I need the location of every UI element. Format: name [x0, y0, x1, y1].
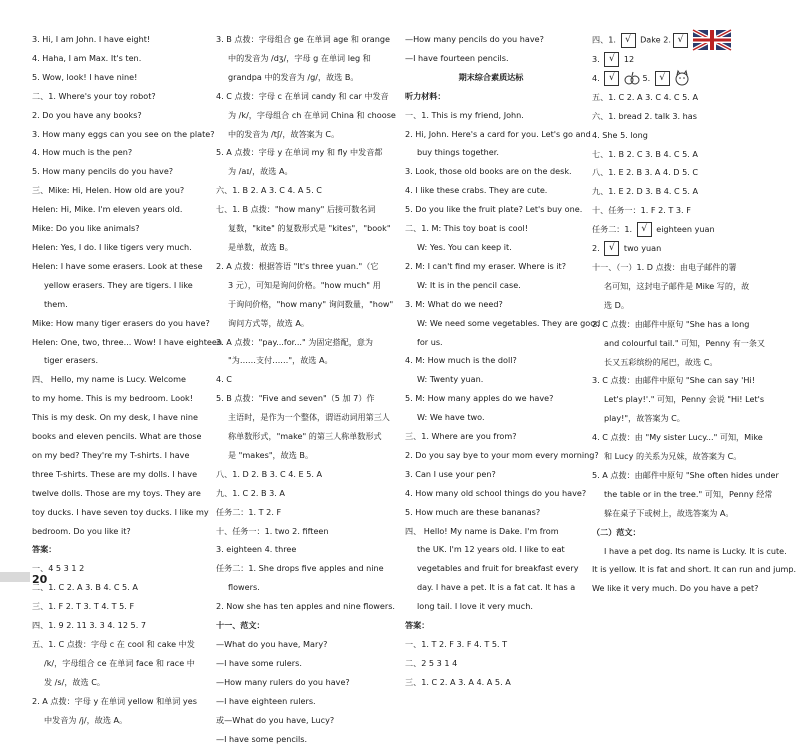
text-line: 答案： — [405, 620, 430, 631]
text-line: 一、1. This is my friend, John. — [405, 109, 524, 120]
text-line: the table or in the tree." 可知，Penny 经常 — [604, 488, 773, 499]
text-line: 中发音为 /j/，故选 A。 — [44, 714, 128, 725]
text-line: 三、1. Where are you from? — [405, 431, 517, 442]
text-line: yellow erasers. They are tigers. I like — [44, 279, 193, 290]
text-line: 四、 Hello! My name is Dake. I'm from — [405, 525, 559, 536]
text-line: —I have fourteen pencils. — [405, 52, 509, 63]
text-line: Mike: How many tiger erasers do you have? — [32, 317, 210, 328]
text-line: 五、1. C 2. A 3. C 4. C 5. A — [592, 91, 698, 102]
text-line: 选 D。 — [604, 299, 629, 310]
text-line: 或—What do you have, Lucy? — [216, 714, 335, 725]
text-line: 4. Haha, I am Max. It's ten. — [32, 52, 142, 63]
text-line: 十一、（一）1. D 点拨：由电子邮件的署 — [592, 261, 737, 272]
text-line: 答案： — [32, 544, 57, 555]
fruit-icon — [624, 70, 640, 86]
text-line: W: It is in the pencil case. — [417, 279, 521, 290]
text-line: 是单数，故选 B。 — [228, 241, 293, 252]
text-line: 九、1. E 2. D 3. B 4. C 5. A — [592, 186, 699, 197]
text-line: We like it very much. Do you have a pet? — [592, 583, 759, 594]
text-line: Let's play!'." 可知，Penny 会说 "Hi! Let's — [604, 394, 765, 405]
text-line: 4. She 5. long — [592, 129, 648, 140]
text-line: 复数，"kite" 的复数形式是 "kites"，"book" — [228, 223, 391, 234]
text-line: 3 元），可知是询问价格。"how much" 用 — [228, 279, 381, 290]
text-line: 3. Hi, I am John. I have eight! — [32, 34, 151, 44]
text-line: 3. C 点拨：由邮件中原句 "She can say 'Hi! — [592, 375, 755, 386]
text-line: 于询问价格，"how many" 询问数量，"how" — [228, 298, 394, 309]
text-line: 2. C 点拨：由邮件中原句 "She has a long — [592, 318, 750, 329]
text-line: 3. Can I use your pen? — [405, 468, 496, 479]
text-line: 八、1. D 2. B 3. C 4. E 5. A — [216, 468, 323, 479]
text-line: day. I have a pet. It is a fat cat. It has a — [417, 582, 576, 593]
text-line: I have a pet dog. Its name is Lucky. It is cute. — [604, 545, 787, 556]
text-line: —How many rulers do you have? — [216, 676, 350, 687]
text-line: —I have eighteen rulers. — [216, 695, 316, 706]
text-line: 2. A 点拨：字母 y 在单词 yellow 和单词 yes — [32, 695, 197, 706]
checkbox-mark: √ — [637, 222, 652, 237]
text-line: them. — [44, 298, 68, 309]
text-line: 七、1. B 点拨："how many" 后接可数名词 — [216, 204, 376, 215]
text-line: long tail. I love it very much. — [417, 601, 533, 612]
text-line: 八、1. E 2. B 3. A 4. D 5. C — [592, 167, 699, 178]
text-line: 5. How many pencils do you have? — [32, 166, 174, 177]
text-line: 5. B 点拨："Five and seven"（5 加 7）作 — [216, 393, 375, 404]
text-line: 为 /aɪ/，故选 A。 — [228, 166, 293, 177]
text-line: 三、1. F 2. T 3. T 4. T 5. F — [32, 601, 135, 612]
page-number-bar — [0, 572, 30, 582]
checkbox-mark: √ — [604, 52, 619, 67]
text-line: Helen: One, two, three... Wow! I have eighteen — [32, 336, 223, 347]
uk-flag-icon — [693, 30, 731, 50]
text-line: This is my desk. On my desk, I have nine — [32, 412, 198, 423]
text-line: 三、Mike: Hi, Helen. How old are you? — [32, 185, 185, 196]
text-line: 九、1. C 2. B 3. A — [216, 487, 285, 498]
text-line: 中的发音为 /dʒ/，字母 g 在单词 leg 和 — [228, 52, 371, 63]
text-line: "为……支付……"，故选 A。 — [228, 355, 333, 366]
text-line: on my bed? They're my T-shirts. I have — [32, 449, 190, 460]
task2-row-1: 任务二：1. √ eighteen yuan — [592, 220, 770, 239]
section-heading: 期末综合素质达标 — [458, 71, 524, 82]
text-line: 四、1. 9 2. 11 3. 3 4. 12 5. 7 — [32, 620, 147, 631]
text-line: 2. Do you say bye to your mom every morning? — [405, 449, 599, 460]
text-line: 4. How much is the pen? — [32, 147, 133, 158]
text-line: 2. A 点拨：根据答语 "It's three yuan."（它 — [216, 260, 379, 271]
column-3 — [405, 30, 601, 692]
text-line: Helen: I have some erasers. Look at these — [32, 260, 203, 271]
text-line: the UK. I'm 12 years old. I like to eat — [417, 544, 565, 555]
text-line: 3. eighteen 4. three — [216, 544, 297, 555]
text-line: 发 /s/，故选 C。 — [44, 676, 105, 687]
text-line: flowers. — [228, 582, 260, 593]
text-line: 十、任务一：1. F 2. T 3. F — [592, 205, 691, 216]
text-line: 5. A 点拨：由邮件中原句 "She often hides under — [592, 469, 779, 480]
checkbox-mark: √ — [604, 71, 619, 86]
text-line: vegetables and fruit for breakfast every — [417, 563, 579, 574]
checkbox-mark: √ — [655, 71, 670, 86]
text-line: 三、1. C 2. A 3. A 4. A 5. A — [405, 676, 511, 687]
text-line: 十、任务一：1. two 2. fifteen — [216, 525, 329, 536]
text-line: 询问方式等，故选 A。 — [228, 317, 309, 328]
text-line: /k/，字母组合 ce 在单词 face 和 race 中 — [44, 657, 195, 668]
text-line: 和 Lucy 的关系为兄妹，故答案为 C。 — [604, 451, 742, 462]
text-line: Helen: Hi, Mike. I'm eleven years old. — [32, 204, 183, 215]
text-line: grandpa 中的发音为 /g/，故选 B。 — [228, 71, 359, 82]
text-line: 5. A 点拨：字母 y 在单词 my 和 fly 中发音都 — [216, 147, 383, 158]
text-line: It is yellow. It is fat and short. It can run and jump. — [592, 564, 797, 575]
text-line: three T-shirts. These are my dolls. I have — [32, 468, 198, 479]
text-line: 二、1. Where's your toy robot? — [32, 90, 156, 101]
text-line: 5. How much are these bananas? — [405, 506, 541, 517]
column-2 — [216, 30, 396, 748]
text-line: tiger erasers. — [44, 355, 99, 366]
text-line: 2. Hi, John. Here's a card for you. Let's go and — [405, 128, 591, 139]
text-line: 2. Do you have any books? — [32, 109, 142, 120]
text-line: 听力材料： — [405, 90, 446, 101]
text-line: —What do you have, Mary? — [216, 639, 328, 649]
text-line: 3. How many eggs can you see on the plate? — [32, 128, 215, 139]
column-4 — [592, 30, 797, 598]
text-line: 4. C — [216, 374, 232, 385]
text-line: 二、2 5 3 1 4 — [405, 657, 458, 668]
text-line: —How many pencils do you have? — [405, 34, 544, 44]
text-line: to my home. This is my bedroom. Look! — [32, 393, 193, 404]
text-line: 长又五彩缤纷的尾巴，故选 C。 — [604, 356, 718, 367]
text-line: W: We need some vegetables. They are good — [417, 317, 601, 328]
text-line: 五、1. C 点拨：字母 c 在 cool 和 cake 中发 — [32, 639, 195, 649]
text-line: 名可知，这封电子邮件是 Mike 写的，故 — [604, 280, 750, 291]
text-line: 六、1. bread 2. talk 3. has — [592, 110, 697, 121]
text-line: toy ducks. I have seven toy ducks. I like my — [32, 506, 209, 517]
text-line: 任务二：1. She drops five apples and nine — [216, 563, 384, 574]
text-line: 中的发音为 /tʃ/，故答案为 C。 — [228, 128, 340, 139]
answer-row-pictures-1: 四、1. √ Dake 2. √ — [592, 30, 770, 50]
text-line: 二、1. C 2. A 3. B 4. C 5. A — [32, 582, 138, 593]
text-line: 4. I like these crabs. They are cute. — [405, 185, 548, 196]
text-line: books and eleven pencils. What are those — [32, 431, 202, 442]
text-line: 3. A 点拨："pay...for..." 为固定搭配，意为 — [216, 336, 374, 347]
task2-row-2: 2. √ two yuan — [592, 239, 770, 258]
text-line: buy things together. — [417, 147, 499, 158]
text-line: W: Twenty yuan. — [417, 374, 484, 385]
text-line: 一、1. T 2. F 3. F 4. T 5. T — [405, 639, 508, 649]
text-line: twelve dolls. Those are my toys. They are — [32, 487, 201, 498]
text-line: W: We have two. — [417, 412, 485, 423]
text-line: 任务二：1. T 2. F — [216, 506, 282, 517]
text-line: 2. Now she has ten apples and nine flowers. — [216, 601, 396, 612]
text-line: （二）范文： — [592, 526, 641, 537]
checkbox-mark: √ — [673, 33, 688, 48]
text-line: 4. C 点拨：字母 c 在单词 candy 和 car 中发音 — [216, 90, 389, 101]
text-line: 5. M: How many apples do we have? — [405, 393, 554, 404]
text-line: Helen: Yes, I do. I like tigers very much. — [32, 241, 192, 252]
text-line: 为 /k/，字母组合 ch 在单词 China 和 choose — [228, 109, 396, 120]
text-line: —I have some pencils. — [216, 733, 308, 744]
text-line: 二、1. M: This toy boat is cool! — [405, 223, 529, 234]
text-line: —I have some rulers. — [216, 657, 302, 668]
checkbox-mark: √ — [621, 33, 636, 48]
text-line: 4. M: How much is the doll? — [405, 355, 517, 366]
text-line: play!"，故答案为 C。 — [604, 413, 685, 424]
text-line: 七、1. B 2. C 3. B 4. C 5. A — [592, 148, 698, 159]
column-1 — [32, 30, 223, 730]
page-number: 20 — [32, 573, 48, 586]
text-line: 主语时，是作为一个整体，谓语动词用第三人 — [228, 412, 390, 423]
text-line: 躲在桌子下或树上，故选答案为 A。 — [604, 507, 734, 518]
text-line: 5. Wow, look! I have nine! — [32, 71, 138, 82]
text-line: 是 "makes"，故选 B。 — [228, 449, 314, 460]
reading-answers-block — [592, 258, 797, 598]
text-line: bedroom. Do you like it? — [32, 525, 131, 536]
text-line: 3. M: What do we need? — [405, 298, 503, 309]
text-line: 一、4 5 3 1 2 — [32, 563, 85, 574]
cat-icon — [674, 70, 690, 86]
text-line: 六、1. B 2. A 3. C 4. A 5. C — [216, 185, 322, 196]
text-line: 4. How many old school things do you have? — [405, 487, 587, 498]
text-line: 十一、范文： — [216, 620, 265, 631]
text-line: W: Yes. You can keep it. — [417, 241, 512, 252]
text-line: 3. B 点拨：字母组合 ge 在单词 age 和 orange — [216, 34, 390, 44]
answer-row-pictures-3: 4. √ 5. √ — [592, 69, 770, 88]
text-line: 5. Do you like the fruit plate? Let's buy one. — [405, 204, 583, 215]
checkbox-mark: √ — [604, 241, 619, 256]
text-line: 4. C 点拨：由 "My sister Lucy..." 可知，Mike — [592, 432, 763, 443]
text-line: 称单数形式，"make" 的第三人称单数形式 — [228, 431, 382, 442]
text-line: for us. — [417, 336, 443, 347]
text-line: Mike: Do you like animals? — [32, 223, 140, 234]
text-line: 3. Look, those old books are on the desk. — [405, 166, 572, 177]
text-line: 2. M: I can't find my eraser. Where is it? — [405, 260, 566, 271]
text-line: 四、 Hello, my name is Lucy. Welcome — [32, 374, 186, 385]
answer-row-pictures-2: 3. √ 12 — [592, 50, 770, 69]
text-line: and colourful tail." 可知，Penny 有一条又 — [604, 337, 766, 348]
answers-block — [592, 88, 770, 220]
